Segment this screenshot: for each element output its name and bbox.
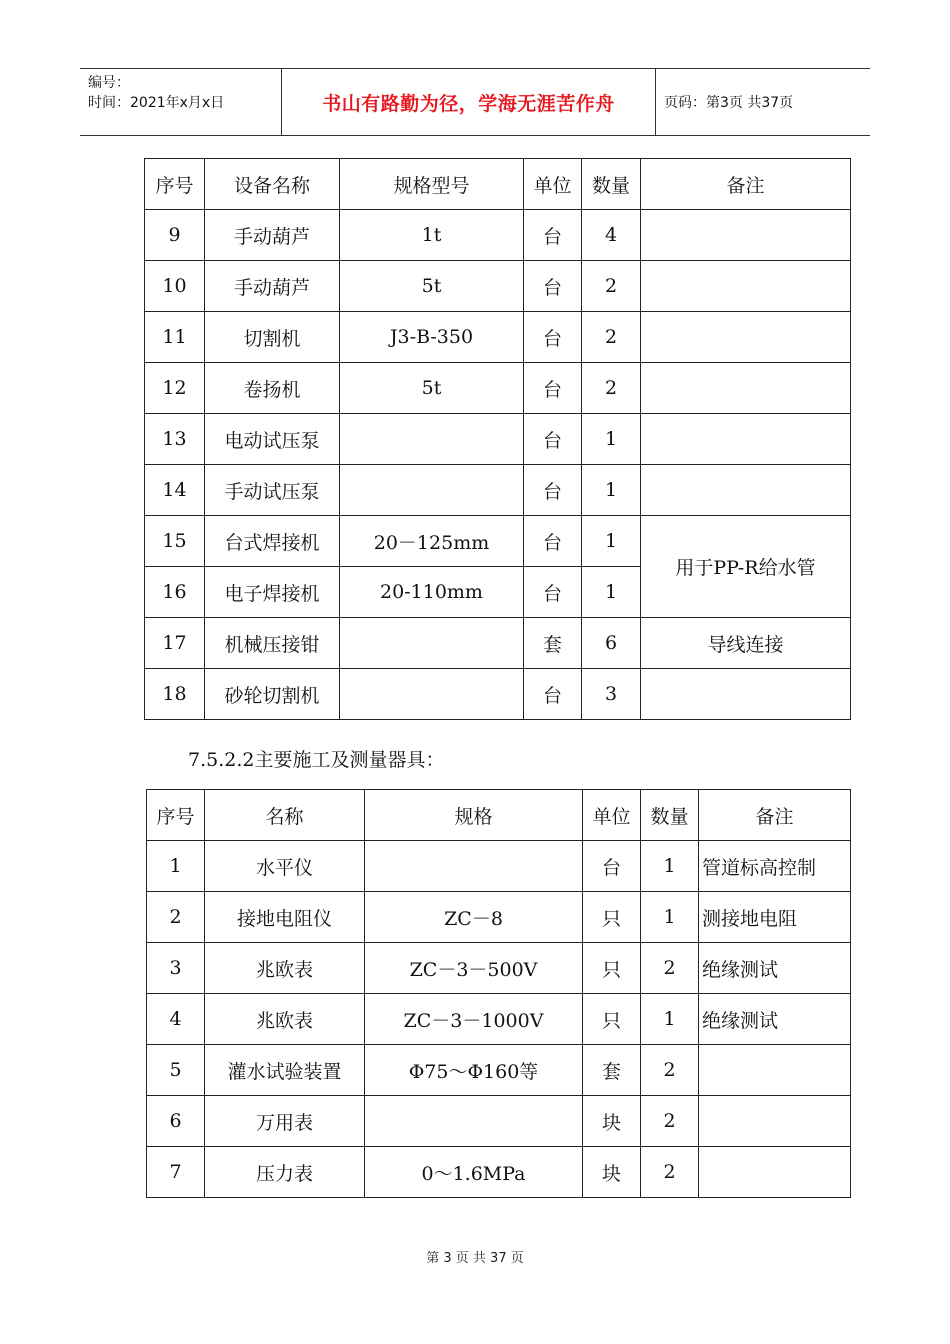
table-cell: 台 <box>583 841 641 892</box>
table-cell: ZC－8 <box>365 892 583 943</box>
table-cell: 机械压接钳 <box>205 618 340 669</box>
table-cell <box>365 841 583 892</box>
number-label: 编号： <box>88 75 130 91</box>
table-cell: 3 <box>147 943 205 994</box>
table-row <box>145 363 851 414</box>
table-cell: 手动试压泵 <box>205 465 340 516</box>
table-cell <box>641 312 851 363</box>
table-cell: 2 <box>147 892 205 943</box>
table-cell <box>641 465 851 516</box>
table-row <box>147 841 851 892</box>
table-cell: 兆欧表 <box>205 943 365 994</box>
table-header-row <box>147 790 851 841</box>
table-cell: 4 <box>147 994 205 1045</box>
header-cell: 数量 <box>582 159 641 210</box>
table-row <box>147 994 851 1045</box>
section-title: 7.5.2.2主要施工及测量器具： <box>188 749 445 771</box>
table-cell: ZC－3－500V <box>365 943 583 994</box>
header-page-info <box>656 69 870 135</box>
table-cell: 套 <box>524 618 582 669</box>
header-motto-cell <box>282 69 656 135</box>
table-cell: 4 <box>582 210 641 261</box>
table-cell: 5 <box>147 1045 205 1096</box>
table-cell <box>641 261 851 312</box>
table-cell: ZC－3－1000V <box>365 994 583 1045</box>
table-row <box>145 669 851 720</box>
header-cell: 序号 <box>145 159 205 210</box>
table-cell: 台 <box>524 414 582 465</box>
equipment-table <box>144 158 851 720</box>
table-cell: 砂轮切割机 <box>205 669 340 720</box>
table-cell: 1 <box>582 414 641 465</box>
table-cell: 绝缘测试 <box>699 943 851 994</box>
motto: 书山有路勤为径，学海无涯苦作舟 <box>322 92 615 115</box>
table-cell: 1 <box>641 892 699 943</box>
table-cell: 台式焊接机 <box>205 516 340 567</box>
header-cell: 设备名称 <box>205 159 340 210</box>
table-cell-merged-note: 用于PP-R给水管 <box>641 516 851 618</box>
table-cell <box>641 210 851 261</box>
table-cell: 12 <box>145 363 205 414</box>
header-cell: 备注 <box>699 790 851 841</box>
header-cell: 数量 <box>641 790 699 841</box>
table-cell: 20-110mm <box>340 567 524 618</box>
table-header-row <box>145 159 851 210</box>
table-cell: 台 <box>524 312 582 363</box>
table-cell <box>641 414 851 465</box>
header-cell: 规格 <box>365 790 583 841</box>
table-cell: 0～1.6MPa <box>365 1147 583 1198</box>
table-cell: J3-B-350 <box>340 312 524 363</box>
header-cell: 规格型号 <box>340 159 524 210</box>
table-cell: 13 <box>145 414 205 465</box>
page-footer: 第 3 页 共 37 页 <box>426 1251 524 1266</box>
table-row <box>145 312 851 363</box>
table-row <box>145 414 851 465</box>
table-cell: 电动试压泵 <box>205 414 340 465</box>
table-cell: 灌水试验装置 <box>205 1045 365 1096</box>
table-cell: 1 <box>582 516 641 567</box>
time-label: 时间：2021年x月x日 <box>88 95 225 111</box>
table-row <box>147 892 851 943</box>
table-cell: 1t <box>340 210 524 261</box>
table-cell: 兆欧表 <box>205 994 365 1045</box>
table-row <box>145 516 851 567</box>
page-header <box>80 68 870 136</box>
header-meta <box>80 69 282 135</box>
table-cell: 11 <box>145 312 205 363</box>
table-cell: 万用表 <box>205 1096 365 1147</box>
table-cell: 3 <box>582 669 641 720</box>
instruments-table <box>146 789 851 1198</box>
table-cell: 5t <box>340 363 524 414</box>
table-cell: 9 <box>145 210 205 261</box>
table-cell: 1 <box>582 465 641 516</box>
table-cell <box>340 618 524 669</box>
table-cell: 7 <box>147 1147 205 1198</box>
table-cell: 电子焊接机 <box>205 567 340 618</box>
table-cell: 压力表 <box>205 1147 365 1198</box>
table-cell: 导线连接 <box>641 618 851 669</box>
table-cell: 卷扬机 <box>205 363 340 414</box>
table-cell: 绝缘测试 <box>699 994 851 1045</box>
table-cell: 2 <box>582 312 641 363</box>
table-cell: 套 <box>583 1045 641 1096</box>
table-cell: 台 <box>524 261 582 312</box>
table-cell: 2 <box>582 363 641 414</box>
table-cell: 10 <box>145 261 205 312</box>
table-cell: 15 <box>145 516 205 567</box>
table-cell: 16 <box>145 567 205 618</box>
table-cell: 切割机 <box>205 312 340 363</box>
table-cell: 台 <box>524 516 582 567</box>
table-row <box>145 618 851 669</box>
table-cell: 2 <box>641 1147 699 1198</box>
table-cell: 测接地电阻 <box>699 892 851 943</box>
header-cell: 备注 <box>641 159 851 210</box>
table-cell: Φ75～Φ160等 <box>365 1045 583 1096</box>
table-cell <box>641 669 851 720</box>
table-cell: 14 <box>145 465 205 516</box>
table-cell: 5t <box>340 261 524 312</box>
table-cell: 块 <box>583 1096 641 1147</box>
table-cell: 1 <box>641 994 699 1045</box>
table-cell: 台 <box>524 465 582 516</box>
table-cell: 2 <box>641 1045 699 1096</box>
table-cell <box>365 1096 583 1147</box>
table-cell <box>641 363 851 414</box>
table-row <box>147 1147 851 1198</box>
table-row <box>147 943 851 994</box>
table-cell <box>699 1096 851 1147</box>
header-cell: 单位 <box>583 790 641 841</box>
table-row <box>145 261 851 312</box>
table-cell: 台 <box>524 567 582 618</box>
table-cell: 6 <box>147 1096 205 1147</box>
table-row <box>145 210 851 261</box>
table-cell <box>340 414 524 465</box>
table-cell <box>340 465 524 516</box>
table-cell: 手动葫芦 <box>205 210 340 261</box>
table-row <box>145 465 851 516</box>
table-row <box>147 1096 851 1147</box>
table-cell: 管道标高控制 <box>699 841 851 892</box>
header-cell: 序号 <box>147 790 205 841</box>
table-cell: 2 <box>641 943 699 994</box>
table-cell <box>699 1147 851 1198</box>
table-cell: 2 <box>582 261 641 312</box>
table-cell: 块 <box>583 1147 641 1198</box>
table-cell: 1 <box>147 841 205 892</box>
table-cell <box>340 669 524 720</box>
table-cell: 6 <box>582 618 641 669</box>
table-cell: 手动葫芦 <box>205 261 340 312</box>
header-cell: 名称 <box>205 790 365 841</box>
table-cell: 2 <box>641 1096 699 1147</box>
page-info: 页码：第3页 共37页 <box>664 95 794 111</box>
table-cell: 接地电阻仪 <box>205 892 365 943</box>
header-cell: 单位 <box>524 159 582 210</box>
table-row <box>147 1045 851 1096</box>
table-cell: 1 <box>582 567 641 618</box>
table-cell: 水平仪 <box>205 841 365 892</box>
table-cell: 17 <box>145 618 205 669</box>
table-cell: 20－125mm <box>340 516 524 567</box>
table-cell: 台 <box>524 363 582 414</box>
table-cell: 1 <box>641 841 699 892</box>
table-cell: 只 <box>583 892 641 943</box>
table-cell: 只 <box>583 994 641 1045</box>
table-cell: 18 <box>145 669 205 720</box>
table-cell: 只 <box>583 943 641 994</box>
table-cell <box>699 1045 851 1096</box>
table-cell: 台 <box>524 669 582 720</box>
table-cell: 台 <box>524 210 582 261</box>
